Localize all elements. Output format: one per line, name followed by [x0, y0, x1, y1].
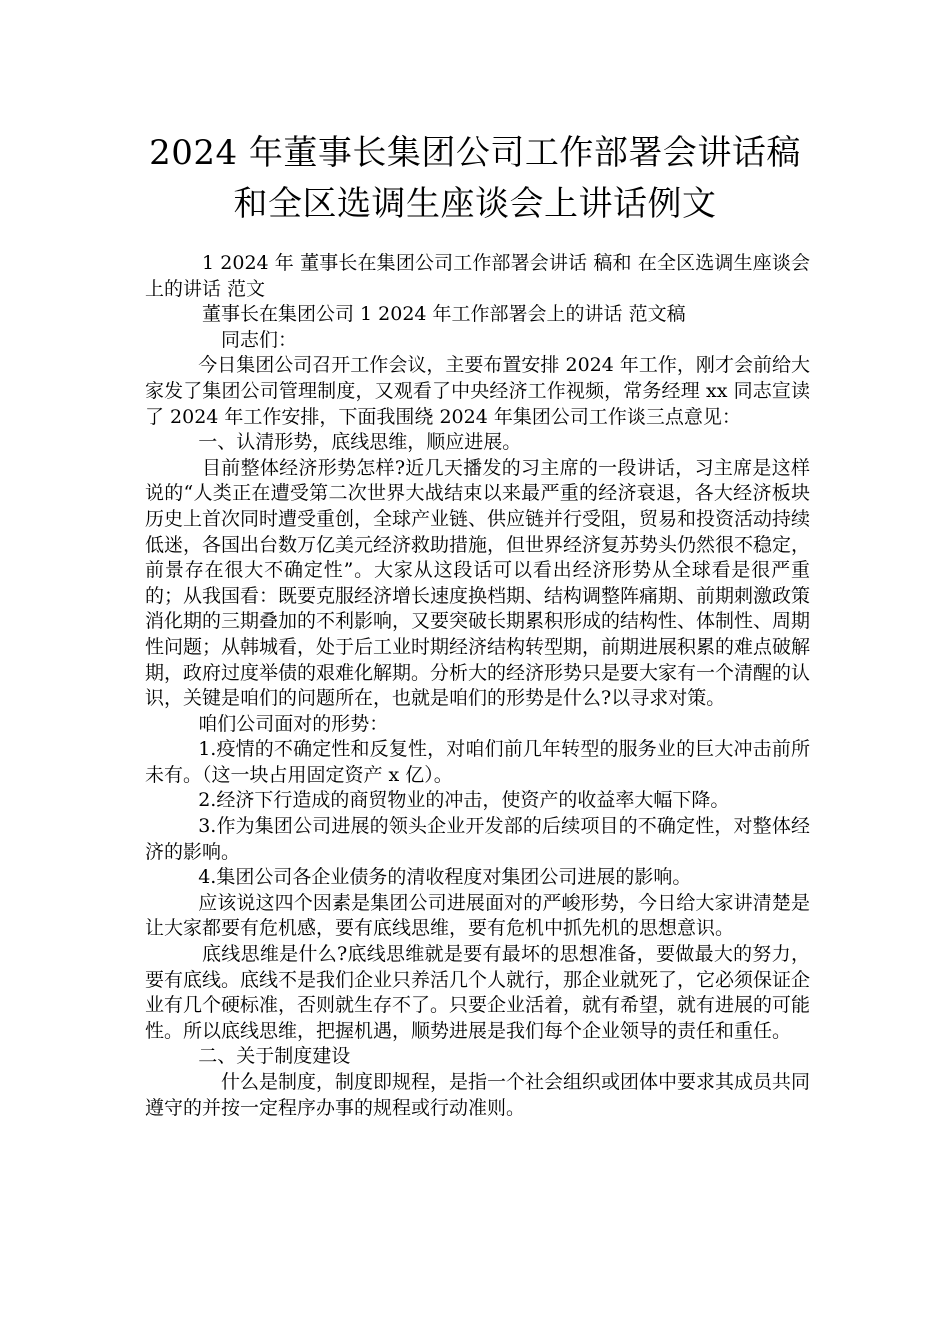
paragraph-salutation: 同志们： — [221, 328, 298, 351]
document-title — [100, 128, 850, 230]
title-line-1: 2024 年董事长集团公司工作部署会讲话稿 — [149, 133, 801, 173]
paragraph: 应该说这四个因素是集团公司进展面对的严峻形势，今日给大家讲清楚是让大家都要有危机感，要有底线思维，要有危机中抓先机的思想意识。 — [145, 891, 810, 940]
paragraph-speech-title: 董事长在集团公司 1 2024 年工作部署会上的讲话 范文稿 — [202, 303, 686, 326]
paragraph-heading-intro: 1 2024 年 董事长在集团公司工作部署会讲话 稿和 在全区选调生座谈会上的讲话 范文 — [145, 252, 810, 300]
paragraph: 咱们公司面对的形势： — [198, 712, 389, 735]
paragraph: 今日集团公司召开工作会议，主要布置安排 2024 年工作，刚才会前给大家发了集团公司管理制度，又观看了中央经济工作视频，常务经理 xx 同志宣读了 2024 年工作安排，下面我围绕 2024 年集团公司工作谈三点意见： — [145, 354, 810, 428]
paragraph: 什么是制度，制度即规程，是指一个社会组织或团体中要求其成员共同遵守的并按一定程序办事的规程或行动准则。 — [145, 1071, 811, 1119]
list-item: 3.作为集团公司进展的领头企业开发部的后续项目的不确定性，对整体经济的影响。 — [145, 815, 810, 863]
title-line-2: 和全区选调生座谈会上讲话例文 — [233, 184, 717, 224]
paragraph: 底线思维是什么?底线思维就是要有最坏的思想准备，要做最大的努力，要有底线。底线不是我们企业只养活几个人就行，那企业就死了，它必须保证企业有几个硬标准，否则就生存不了。只要企业活着，就有希望，就有进展的可能性。所以底线思维，把握机遇，顺势进展是我们每个企业领导的责任和重任。 — [145, 943, 811, 1042]
list-item: 4.集团公司各企业债务的清收程度对集团公司进展的影响。 — [198, 866, 692, 889]
section-heading-2: 二、关于制度建设 — [198, 1045, 351, 1068]
list-item: 1.疫情的不确定性和反复性，对咱们前几年转型的服务业的巨大冲击前所未有。（这一块占用固定资产 x 亿）。 — [145, 738, 810, 786]
list-item: 2.经济下行造成的商贸物业的冲击，使资产的收益率大幅下降。 — [198, 789, 730, 812]
section-heading-1: 一、认清形势，底线思维，顺应进展。 — [198, 431, 522, 454]
paragraph: 目前整体经济形势怎样?近几天播发的习主席的一段讲话，习主席是这样说的“人类正在遭受第二次世界大战结束以来最严重的经济衰退，各大经济板块历史上首次同时遭受重创，全球产业链、供应链并行受阻，贸易和投资活动持续低迷，各国出台数万亿美元经济救助措施，但世界经济复苏势头仍然很不稳定，前景存在很大不确定性”。大家从这段话可以看出经济形势从全球看是很严重的；从我国看：既要克服经济增长速度换档期、结构调整阵痛期、前期刺激政策消化期的三期叠加的不利影响，又要突破长期累积形成的结构性、体制性、周期性问题；从韩城看，处于后工业时期经济结构转型期，前期进展积累的难点破解期，政府过度举债的艰难化解期。分析大的经济形势只是要大家有一个清醒的认识，关键是咱们的问题所在，也就是咱们的形势是什么?以寻求对策。 — [145, 456, 811, 710]
document-body — [145, 251, 810, 1121]
